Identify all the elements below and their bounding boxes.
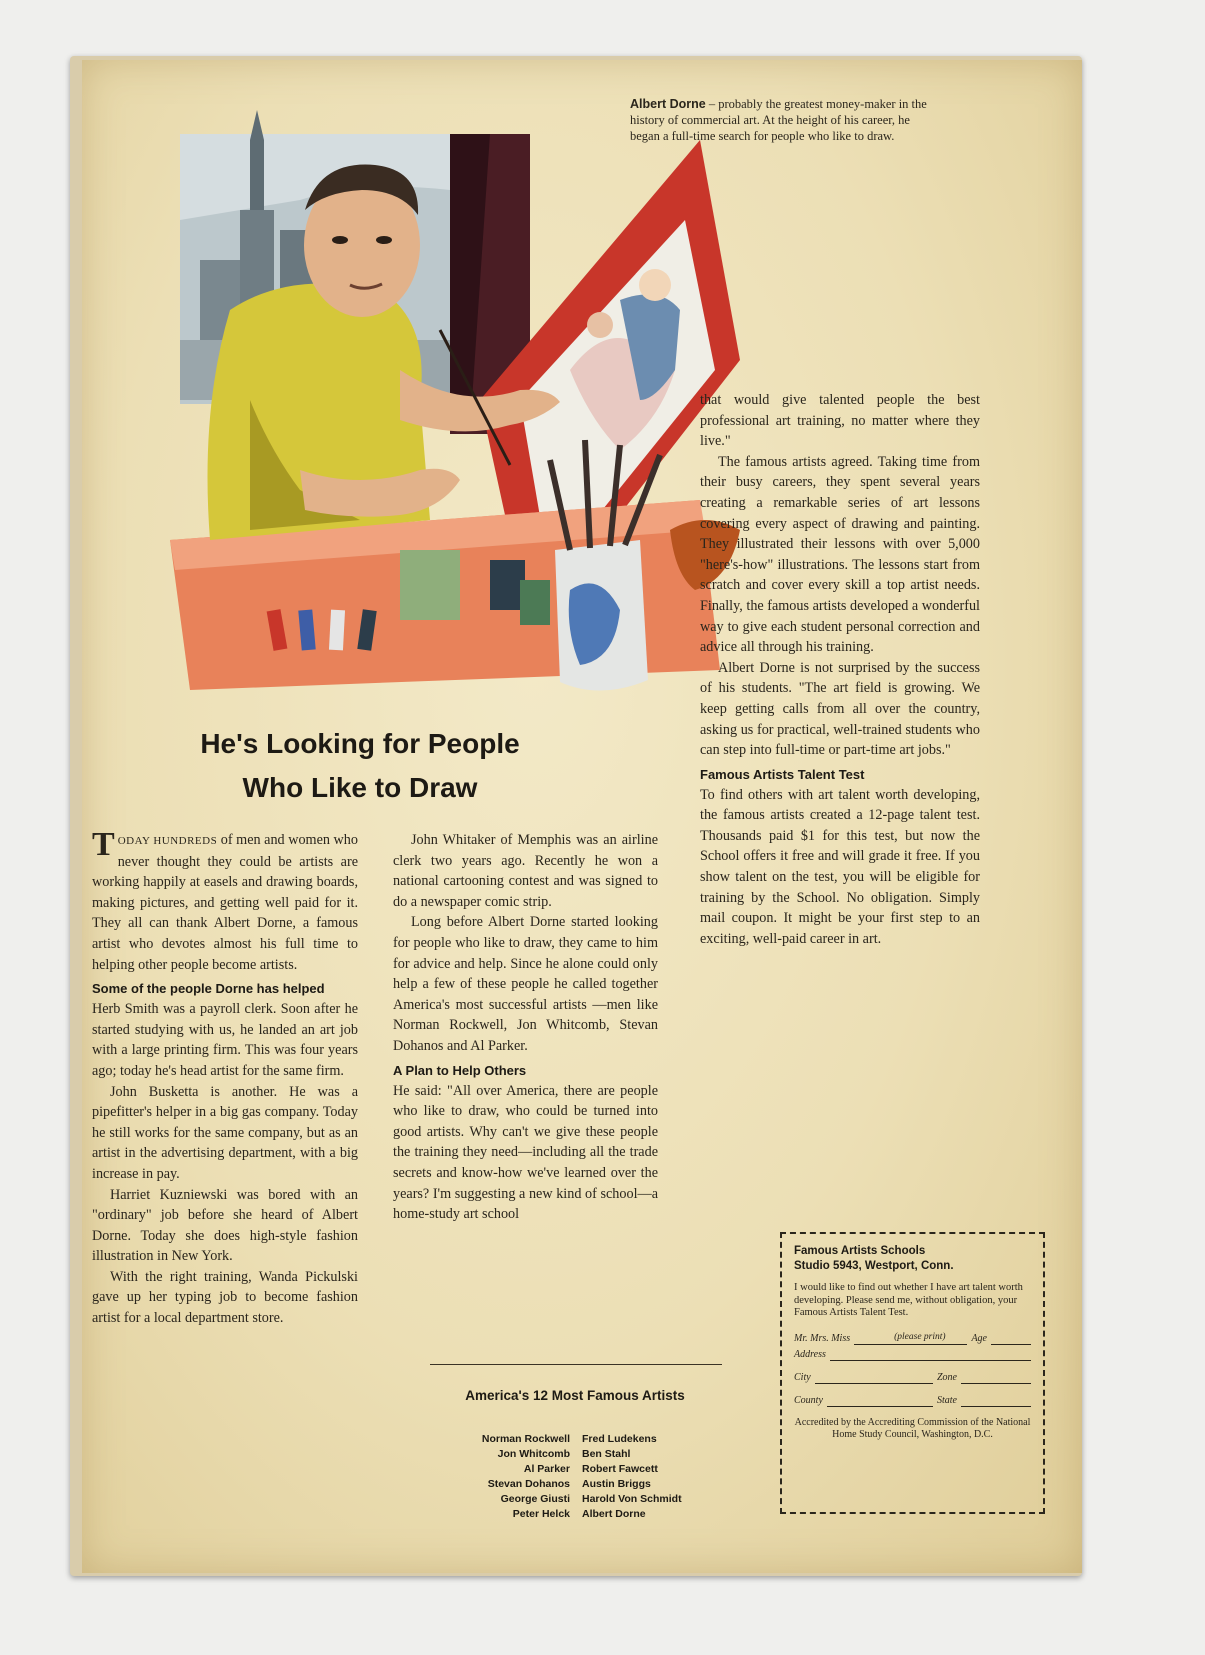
- paragraph-john-whitaker: John Whitaker of Memphis was an airline clerk two years ago. Recently he won a national cartooning contest and was signed to do a newspaper comic strip.: [393, 832, 658, 910]
- coupon-body: I would like to find out whether I have art talent worth developing. Please send me, without obligation, your Famous Artists Talent Test.: [794, 1282, 1023, 1318]
- text-column-1: [92, 826, 358, 1329]
- albert-dorne-illustration: [100, 70, 780, 710]
- coupon-city-field[interactable]: [815, 1372, 933, 1384]
- artist-name: Al Parker: [523, 1463, 570, 1475]
- coupon-address-line[interactable]: [794, 1348, 1031, 1361]
- paragraph-herb-smith: Herb Smith was a payroll clerk. Soon after he started studying with us, he landed an art job with a large printing firm. This was four years ago; today he's head artist for the same firm.: [92, 1001, 358, 1079]
- coupon-zone-label: Zone: [937, 1371, 957, 1383]
- mail-coupon[interactable]: [780, 1232, 1045, 1514]
- coupon-address-field[interactable]: [830, 1349, 1031, 1361]
- section-heading-helped: Some of the people Dorne has helped: [92, 981, 325, 997]
- coupon-studio: Studio 5943, Westport, Conn.: [794, 1260, 954, 1272]
- artist-name: Stevan Dohanos: [487, 1478, 570, 1490]
- text-column-2: [393, 830, 658, 1225]
- paragraph-not-surprised: Albert Dorne is not surprised by the success of his students. "The art field is growing. We keep getting calls from all over the country, asking us for practical, well-trained students who can step into full-time or part-time art jobs.": [700, 659, 980, 759]
- section-heading-talent-test: Famous Artists Talent Test: [700, 766, 865, 782]
- coupon-age-field[interactable]: [991, 1333, 1031, 1345]
- coupon-age-label: Age: [971, 1332, 987, 1344]
- paragraph-harriet: Harriet Kuzniewski was bored with an "ordinary" job before she heard of Albert Dorne. Today she does high-style fashion illustration in New York.: [92, 1186, 358, 1265]
- paragraph-talent-test: To find others with art talent worth developing, the famous artists created a 12-page talent test. Thousands paid $1 for this test, but now the School offers it free and will grade it free. If you show talent on the test, you will be eligible for training by the School. No obligation. Simply mail coupon. It might be your first step to an exciting, well-paid career in art.: [700, 786, 980, 947]
- caption-name: Albert Dorne: [630, 97, 706, 111]
- coupon-address-label: Address: [794, 1348, 826, 1360]
- coupon-school: Famous Artists Schools: [794, 1245, 926, 1257]
- intro-text: of men and women who never thought they could be artists are working happily at easels and drawing boards, making pictures, and getting well paid for it. They all can thank Albert Dorne, a famous artist who devotes almost his full time to helping other people become artists.: [92, 832, 358, 973]
- artist-name: Norman Rockwell: [481, 1433, 570, 1445]
- paragraph-artists-agreed: The famous artists agreed. Taking time from their busy careers, they spent several years creating a remarkable series of art lessons covering every aspect of drawing and painting. They illustrated their lessons with over 5,000 "here's-how" illustrations. The lessons start from scratch and cover every skill a top artist needs. Finally, the famous artists developed a wonderful way to give each student personal correction and advice all through his training.: [700, 453, 981, 656]
- coupon-zone-field[interactable]: [961, 1372, 1031, 1384]
- artist-name: Harold Von Schmidt: [582, 1493, 682, 1505]
- paragraph-long-before: Long before Albert Dorne started looking for people who like to draw, they came to him for advice and help. Since he alone could only help a few of these people he called together America's most successful artists —men like Norman Rockwell, Jon Whitcomb, Stevan Dohanos and Al Parker.: [393, 914, 658, 1054]
- artists-row: [418, 1462, 748, 1477]
- artists-row: [418, 1477, 748, 1492]
- text-column-3: [700, 390, 980, 949]
- coupon-name-label: Mr. Mrs. Miss: [794, 1332, 851, 1344]
- paragraph-john-busketta: John Busketta is another. He was a pipefitter's helper in a big gas company. Today he still works for the same company, but as an artist in the advertising department, with a big increase in pay.: [92, 1083, 358, 1182]
- artist-name: Fred Ludekens: [582, 1433, 657, 1445]
- artist-name: Jon Whitcomb: [497, 1448, 570, 1460]
- intro-paragraph: [92, 826, 358, 975]
- coupon-name-field[interactable]: [854, 1333, 967, 1345]
- headline-line-2: Who Like to Draw: [242, 772, 478, 803]
- coupon-county-label: County: [794, 1394, 823, 1406]
- coupon-accredited: Accredited by the Accrediting Commission of the National Home Study Council, Washington, D.C.: [794, 1416, 1031, 1440]
- caption-text: – probably the greatest money-maker in the history of commercial art. At the height of his career, he began a full-time search for people who like to draw.: [630, 97, 927, 143]
- artist-name: Austin Briggs: [582, 1478, 651, 1490]
- coupon-city-line[interactable]: [794, 1371, 1031, 1384]
- artist-name: Ben Stahl: [582, 1448, 631, 1460]
- drop-cap: T: [92, 826, 115, 863]
- artists-row: [418, 1432, 748, 1447]
- artist-name: Peter Helck: [512, 1508, 570, 1520]
- headline-line-1: He's Looking for People: [200, 728, 520, 759]
- illustration-caption: [630, 96, 940, 144]
- coupon-city-label: City: [794, 1371, 811, 1383]
- section-heading-plan: A Plan to Help Others: [393, 1062, 527, 1078]
- paragraph-continued: that would give talented people the best professional art training, no matter where they live.": [700, 392, 980, 450]
- ad-headline: [110, 722, 610, 810]
- artists-row: [418, 1492, 748, 1507]
- artist-name: George Giusti: [500, 1493, 570, 1505]
- coupon-state-label: State: [937, 1394, 957, 1406]
- artists-list: [418, 1432, 748, 1522]
- artists-divider: [430, 1364, 722, 1365]
- artists-title: America's 12 Most Famous Artists: [465, 1388, 685, 1403]
- artists-row: [418, 1507, 748, 1522]
- coupon-print-label: (please print): [894, 1331, 946, 1342]
- coupon-county-field[interactable]: [827, 1395, 933, 1407]
- paragraph-he-said: He said: "All over America, there are people who like to draw, who could be turned into good artists. Why can't we give these people the training they need—including all the trade secrets and know-how we've learned over the years? I'm suggesting a new kind of school—a home-study art school: [393, 1082, 658, 1223]
- coupon-name-line[interactable]: [794, 1332, 1031, 1345]
- artist-name: Robert Fawcett: [582, 1463, 658, 1475]
- paragraph-wanda: With the right training, Wanda Pickulski gave up her typing job to become fashion artist for a local department store.: [92, 1268, 358, 1327]
- coupon-county-line[interactable]: [794, 1394, 1031, 1407]
- coupon-state-field[interactable]: [961, 1395, 1031, 1407]
- intro-caps: ODAY HUNDREDS: [117, 835, 218, 847]
- artists-row: [418, 1447, 748, 1462]
- artist-name: Albert Dorne: [582, 1508, 646, 1520]
